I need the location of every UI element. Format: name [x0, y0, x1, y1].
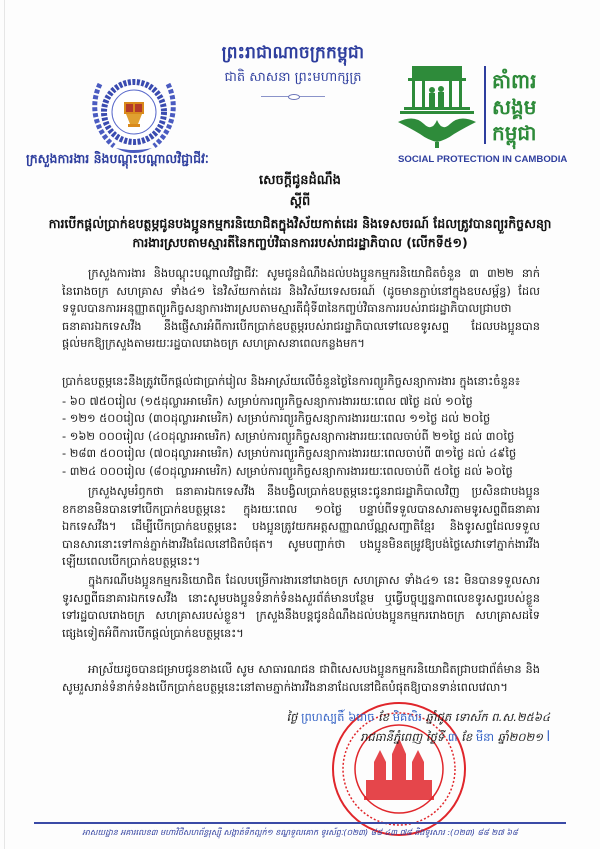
- notice-title: សេចក្តីជូនដំណឹង: [259, 173, 341, 188]
- national-motto: ជាតិ សាសនា ព្រះមហាក្សត្រ: [224, 70, 362, 85]
- amount-item: - ១៦២ ០០០រៀល (៤០ដុល្លារអាមេរិក) សម្រាប់ការព្យួរកិច្ចសន្យាការងាររយៈពេលចាប់ពី ២១ថ្ងៃ ដល់ ៣០ថ្ងៃ: [62, 428, 515, 443]
- paragraph-reminder: ក្រសួងសូមរំឭកថា ធនាគារឯកទេសវីង នឹងបង្វិលប្រាក់ឧបត្ថម្ភនេះជូនរាជរដ្ឋាភិបាលវិញ ប្រសិនជាបងប្អូនខកខានមិនបានទៅបើកប្រាក់ឧបត្ថម្ភនេះ ក្នុងរយៈពេល ១០ថ្ងៃ បន្ទាប់ពីទទួលបានសារតាមទូរសព្ទពីធនាគារឯកទេសវីង។ ដើម្បីបើកប្រាក់ឧបត្ថម្ភនេះ បងប្អូនត្រូវយកអត្តសញ្ញាណប័ណ្ណសញ្ជាតិខ្មែរ និងទូរសព្ទដែលទទួលបានសារនោះទៅកាន់ភ្នាក់ងារវីងដែលនៅជិតបំផុត។ សូមបញ្ជាក់ថា បងប្អូនមិនតម្រូវឱ្យបង់ថ្លៃសេវាទៅភ្នាក់ងារវីងឡើយពេលបើកប្រាក់ឧបត្ថម្ភនេះ។: [62, 484, 540, 569]
- svg-text:គាំពារ: គាំពារ: [492, 69, 537, 93]
- amount-item: - ២៨៣ ៥០០រៀល (៧០ដុល្លារអាមេរិក) សម្រាប់ការព្យួរកិច្ចសន្យាការងាររយៈពេលចាប់ពី ៣១ថ្ងៃ ដល់ ៤៩ថ្ងៃ: [62, 446, 517, 461]
- paragraph-amounts: [62, 373, 540, 481]
- svg-text:កម្ពុជា: កម្ពុជា: [492, 121, 537, 145]
- kingdom-title: ព្រះរាជាណាចក្រកម្ពុជា: [221, 43, 365, 63]
- svg-text:SOCIAL PROTECTION IN CAMBODIA: SOCIAL PROTECTION IN CAMBODIA: [398, 154, 568, 165]
- footer-address: អាសយដ្ឋាន អគារលេខ៣ មហាវិថីសហព័ន្ធរុស្ស៊ី សង្កាត់ទឹកល្អក់១ ខណ្ឌទួលគោក ទូរស័ព្ទៈ(០២៣) ៨៨ ៤៣ ៧៨ និងទូរសារ :(០២៣) ៨៨ ២៧ ៦៨: [82, 828, 518, 837]
- signature-mark: ꟾ: [546, 730, 550, 744]
- amounts-list: [62, 393, 540, 481]
- paragraph-intro: ក្រសួងការងារ និងបណ្តុះបណ្តាលវិជ្ជាជីវៈ សូមជូនដំណឹងដល់បងប្អូនកម្មករនិយោជិតចំនួន ៣ ៣២២ នាក់ នៃរោងចក្រ សហគ្រាស ទាំង៤១ នៃវិស័យកាត់ដេរ និងវិស័យទេសចរណ៍ (ដូចមានភ្ជាប់នៅក្នុងឧបសម្ព័ន្ធ) ដែលទទួលបានការអនុញ្ញាតព្យួរកិច្ចសន្យាការងារស្របតាមស្មារតីជុំទី៣នៃកញ្ចប់វិធានការរបស់រាជរដ្ឋាភិបាលជ្រាបថា ធនាគារឯកទេសវីង នឹងផ្ញើសារអំពីការបើកប្រាក់ឧបត្ថម្ភរបស់រាជរដ្ឋាភិបាលទៅលេខទូរសព្ទ ដែលបងប្អូនបានផ្តល់មកឱ្យក្រសួងតាមរយៈរដ្ឋបាលរោងចក្រ សហគ្រាសនាពេលកន្លងមក។: [62, 266, 540, 351]
- amount-item: - ១២១ ៥០០រៀល (៣០ដុល្លារអាមេរិក) សម្រាប់ការព្យួរកិច្ចសន្យាការងាររយៈពេល ១១ថ្ងៃ ដល់ ២០ថ្ងៃ: [62, 411, 491, 426]
- solar-date: រាជធានីភ្នំពេញ ថ្ងៃទី ៣ ខែ មីនា ឆ្នាំ២០២១ ꟾ: [360, 730, 550, 744]
- ministry-name: ក្រសួងការងារ និងបណ្តុះបណ្តាលវិជ្ជាជីវៈ: [26, 151, 209, 166]
- notice-subject: ការបើកផ្តល់ប្រាក់ឧបត្ថម្ភជូនបងប្អូនកម្មករនិយោជិតក្នុងវិស័យកាត់ដេរ និងទេសចរណ៍ ដែលត្រូវបានព្យួរកិច្ចសន្យាការងារស្របតាមស្មារតីនៃកញ្ចប់វិធានការរបស់រាជរដ្ឋាភិបាល (លើកទី៥១): [48, 216, 552, 250]
- paragraph-no-sms: ក្នុងករណីបងប្អូនកម្មករនិយោជិត ដែលបម្រើការងារនៅរោងចក្រ សហគ្រាស ទាំង៤១ នេះ មិនបានទទួលសារទូរសព្ទពីធនាគារឯកទេសវីង នោះសូមបងប្អូនទំនាក់ទំនងសួរព័ត៌មានបន្ថែម ឬធ្វើបច្ចុប្បន្នភាពលេខទូរសព្ទរបស់ខ្លួន ទៅរដ្ឋបាលរោងចក្រ សហគ្រាសរបស់ខ្លួន។ ក្រសួងនឹងបន្តជូនដំណឹងដល់បងប្អូនកម្មកររោងចក្រ សហគ្រាសដទៃផ្សេងទៀតអំពីការបើកផ្តល់ប្រាក់ឧបត្ថម្ភនេះ។: [62, 573, 540, 640]
- paragraph-closing: អាស្រ័យដូចបានជម្រាបជូនខាងលើ សូម សាធារណជន ជាពិសេសបងប្អូនកម្មករនិយោជិតជ្រាបជាព័ត៌មាន និងសូមរួសរាន់ទំនាក់ទំនងបើកប្រាក់ឧបត្ថម្ភនេះនៅតាមភ្នាក់ងារវីងនានាដែលនៅជិតបំផុតឱ្យបានទាន់ពេលវេលា។: [62, 662, 540, 694]
- amounts-intro: ប្រាក់ឧបត្ថម្ភនេះនឹងត្រូវបើកផ្តល់ជាប្រាក់រៀល និងអាស្រ័យលើចំនួនថ្ងៃនៃការព្យួរកិច្ចសន្យាការងារ ក្នុងនោះចំនួន៖: [62, 374, 520, 388]
- date-block: [250, 707, 550, 747]
- ministry-emblem-icon: [86, 64, 182, 160]
- amount-item: - ៣២៤ ០០០រៀល (៨០ដុល្លារអាមេរិក) សម្រាប់ការព្យួរកិច្ចសន្យាការងាររយៈពេលចាប់ពី ៥០ថ្ងៃ ដល់ ៦០ថ្ងៃ: [62, 463, 513, 478]
- notice-subject-label: ស្តីពី: [289, 194, 311, 209]
- kingdom-header: [208, 42, 378, 98]
- amount-item: - ៦០ ៧៥០រៀល (១៥ដុល្លារអាមេរិក) សម្រាប់ការព្យួរកិច្ចសន្យាការងាររយៈពេល ៧ថ្ងៃ ដល់ ១០ថ្ងៃ: [62, 393, 473, 408]
- footer-divider: [34, 822, 566, 824]
- lunar-date: ថ្ងៃ ព្រហស្បតិ៍ ៦រោច ខែ មិគសិរ ឆ្នាំជូត ទោស័ក ព.ស.២៥៦៤: [286, 710, 550, 724]
- ornament-divider: [261, 94, 325, 98]
- page-edge: [4, 0, 5, 849]
- svg-text:សង្គម: សង្គម: [492, 95, 537, 119]
- social-protection-logo-icon: [394, 58, 569, 168]
